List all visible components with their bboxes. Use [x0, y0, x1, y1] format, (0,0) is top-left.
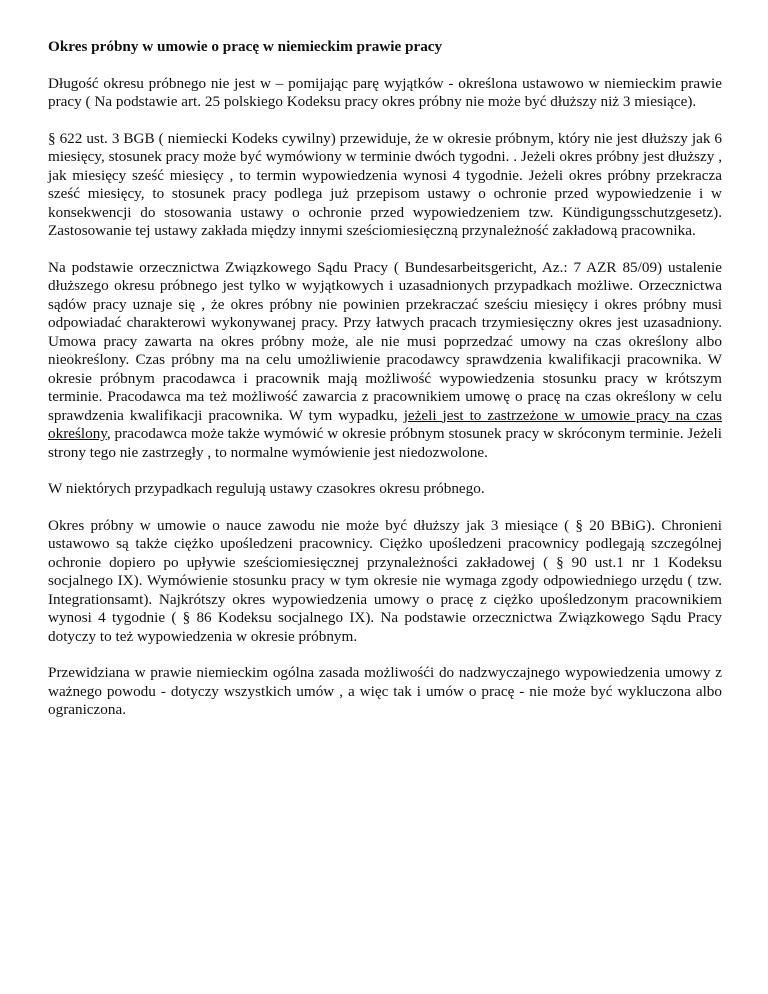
paragraph-apprenticeship-disabled: Okres próbny w umowie o nauce zawodu nie może być dłuższy jak 3 miesiące ( § 20 BBiG). Chronieni ustawowo są także ciężko upośledzeni pracownicy. Ciężko upośledzeni pracownicy podlegają szczególnej ochronie dopiero po upływie sześciomiesięcznej przynależności zakładowej ( § 90 ust.1 nr 1 Kodeksu socjalnego IX). Wymówienie stosunku pracy w tym okresie nie wymaga zgody odpowiedniego urzędu ( tzw. Integrationsamt). Najkrótszy okres wypowiedzenia umowy o pracę z ciężko upośledzonym pracownikiem wynosi 4 tygodnie ( § 86 Kodeksu socjalnego IX). Na podstawie orzecznictwa Związkowego Sądu Pracy dotyczy to też wypowiedzenia w okresie próbnym.: [48, 516, 722, 645]
underlined-clause: jeżeli jest to zastrzeżone w umowie pracy na czas określony: [48, 406, 723, 442]
document-page: [48, 38, 722, 738]
paragraph-case-law-part-1: Na podstawie orzecznictwa Związkowego Sądu Pracy ( Bundesarbeitsgericht, Az.: 7 AZR 85/09) ustalenie dłuższego okresu próbnego jest tylko w wyjątkowych i uzasadnionych przypadkach możliwe. Orzecznictwa sądów pracy uznaje się , że okres próbny nie powinien przekraczać sześciu miesięcy i okres próbny musi odpowiadać charakterowi wykonywanej pracy. Przy łatwych pracach trzymiesięczny okres jest uzasadniony. Umowa pracy zawarta na okres próbny może, ale nie musi poprzedzać umowy na czas określony albo nieokreślony. Czas próbny ma na celu umożliwienie pracodawcy sprawdzenia kwalifikacji pracownika. W okresie próbnym pracodawca i pracownik mają możliwość wypowiedzenia stosunku pracy w krótszym terminie. Pracodawca ma też możliwość zawarcia z pracownikiem umowę o pracę na czas określony w celu sprawdzenia kwalifikacji pracownika. W tym wypadku,: [48, 258, 722, 424]
paragraph-extraordinary-termination: Przewidziana w prawie niemieckim ogólna zasada możliwośći do nadzwyczajnego wypowiedzenia umowy z ważnego powodu - dotyczy wszystkich umów , a więc tak i umów o pracę - nie może być wykluczona albo ograniczona.: [48, 664, 722, 718]
document-title: Okres próbny w umowie o pracę w niemieckim prawie pracy: [48, 38, 443, 55]
paragraph-case-law-part-2: , pracodawca może także wymówić w okresie próbnym stosunek pracy w skróconym terminie. Jeżeli strony tego nie zastrzegły , to normalne wymówienie jest niedozwolone.: [48, 425, 722, 461]
paragraph-statutory-cases: W niektórych przypadkach regulują ustawy czasokres okresu próbnego.: [48, 480, 485, 497]
paragraph-bgb-622: § 622 ust. 3 BGB ( niemiecki Kodeks cywilny) przewiduje, że w okresie próbnym, który nie jest dłuższy jak 6 miesięcy, stosunek pracy może być wymówiony w terminie dwóch tygodni. . Jeżeli okres próbny jest dłuższy , jak miesięcy sześć miesięcy , to termin wypowiedzenia wynosi 4 tygodnie. Jeżeli okres próbny przekracza sześć miesięcy, to stosunek pracy podlega już przepisom ustawy o ochronie przed wypowiedzenie i w konsekwencji do stosowania ustawy o ochronie przed wypowiedzeniem tzw. Kündigungsschutzgesetz). Zastosowanie tej ustawy zakłada między innymi sześciomiesięczną przynależność zakładową pracownika.: [48, 129, 722, 239]
paragraph-trial-period-length: Długość okresu próbnego nie jest w – pomijając parę wyjątków - określona ustawowo w niemieckim prawie pracy ( Na podstawie art. 25 polskiego Kodeksu pracy okres próbny nie może być dłuższy niż 3 miesiące).: [48, 74, 722, 110]
paragraph-case-law: [48, 259, 722, 463]
